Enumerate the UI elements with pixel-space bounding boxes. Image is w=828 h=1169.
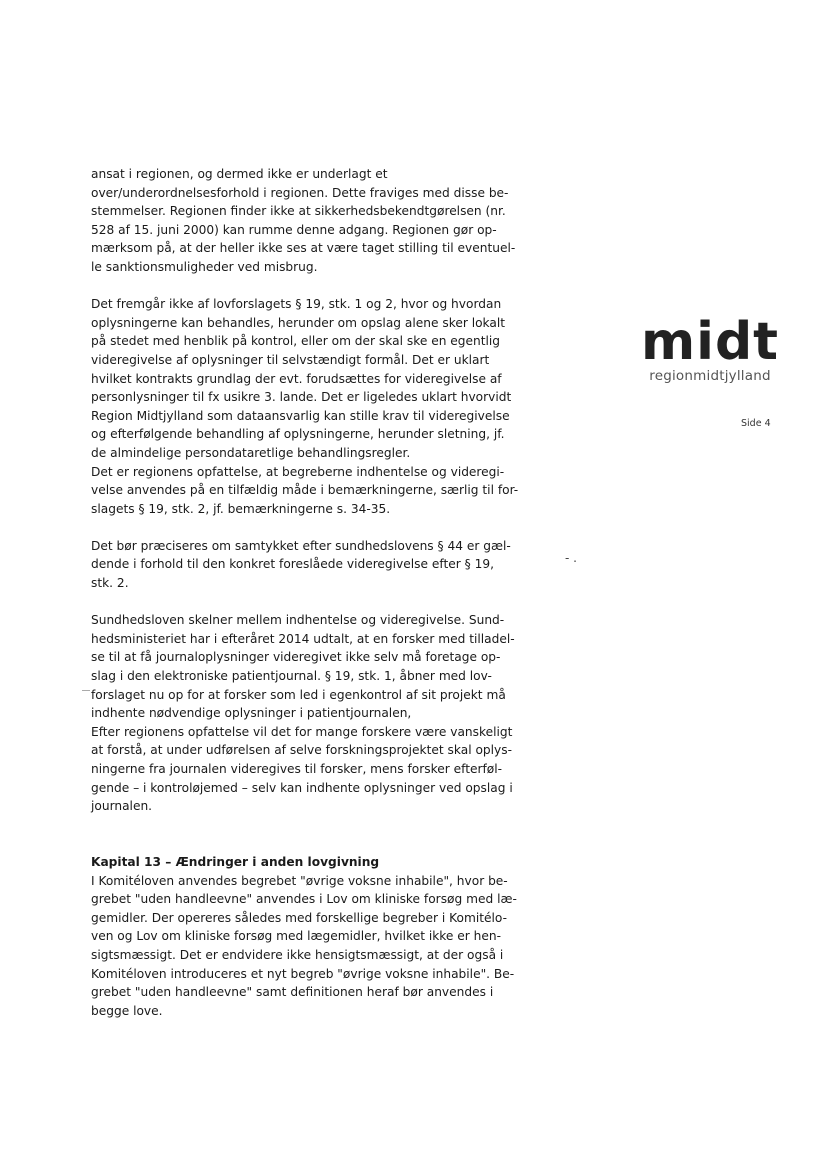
text-line: Region Midtjylland som dataansvarlig kan stille krav til videregivelse [91, 408, 510, 423]
text-line: på stedet med henblik på kontrol, eller om der skal ske en egentlig [91, 334, 501, 349]
text-line: Efter regionens opfattelse vil det for mange forskere være vanskeligt [91, 724, 513, 739]
region-logo [640, 312, 780, 384]
text-line: forslaget nu op for at forsker som led i egenkontrol af sit projekt må [91, 687, 506, 702]
text-line: Komitéloven introduceres et nyt begreb "øvrige voksne inhabile". Be- [91, 966, 515, 981]
paragraph-2 [91, 295, 571, 518]
logo-mark: midt [640, 312, 780, 372]
paragraph-gap [91, 593, 571, 612]
paragraph-gap [91, 518, 571, 537]
text-line: grebet "uden handleevne" anvendes i Lov om kliniske forsøg med læ- [91, 892, 517, 907]
text-line: og efterfølgende behandling af oplysningerne, herunder sletning, jf. [91, 427, 505, 442]
paragraph-1 [91, 165, 571, 277]
text-line: begge love. [91, 1003, 163, 1018]
paragraph-5 [91, 853, 571, 1020]
text-line: Det bør præciseres om samtykket efter sundhedslovens § 44 er gæl- [91, 538, 511, 553]
page-number: Side 4 [741, 418, 771, 429]
paragraph-4 [91, 611, 571, 816]
text-line: 528 af 15. juni 2000) kan rumme denne adgang. Regionen gør op- [91, 222, 497, 237]
logo-subtitle: regionmidtjylland [649, 368, 771, 384]
text-line: velse anvendes på en tilfældig måde i bemærkningerne, særlig til for- [91, 483, 519, 498]
text-line: sigtsmæssigt. Det er endvidere ikke hensigtsmæssigt, at der også i [91, 947, 504, 962]
text-line: oplysningerne kan behandles, herunder om opslag alene sker lokalt [91, 315, 506, 330]
text-line: at forstå, at under udførelsen af selve forskningsprojektet skal oplys- [91, 743, 512, 758]
text-line: stk. 2. [91, 576, 129, 591]
text-line: hvilket kontrakts grundlag der evt. forudsættes for videregivelse af [91, 371, 502, 386]
text-line: de almindelige persondataretlige behandlingsregler. [91, 445, 411, 460]
text-line: ningerne fra journalen videregives til forsker, mens forsker efterføl- [91, 762, 503, 776]
text-line: hedsministeriet har i efteråret 2014 udtalt, at en forsker med tilladel- [91, 631, 515, 646]
text-line: indhente nødvendige oplysninger i patientjournalen, [91, 706, 412, 721]
text-line: le sanktionsmuligheder ved misbrug. [91, 259, 318, 274]
document-body [91, 165, 571, 1020]
text-line: journalen. [91, 799, 153, 814]
scan-artifact [82, 690, 90, 691]
margin-mark: - . [565, 551, 577, 565]
text-line: gende – i kontroløjemed – selv kan indhente oplysninger ved opslag i [91, 780, 513, 795]
text-line: ven og Lov om kliniske forsøg med lægemidler, hvilket ikke er hen- [91, 929, 502, 944]
text-line: videregivelse af oplysninger til selvstændigt formål. Det er uklart [91, 352, 490, 367]
text-line: grebet "uden handleevne" samt definitionen heraf bør anvendes i [91, 985, 494, 1000]
paragraph-gap [91, 834, 571, 853]
text-line: ansat i regionen, og dermed ikke er underlagt et [91, 167, 388, 181]
text-line: over/underordnelsesforhold i regionen. Dette fraviges med disse be- [91, 185, 509, 200]
text-line: se til at få journaloplysninger videregivet ikke selv må foretage op- [91, 650, 501, 665]
paragraph-gap [91, 816, 571, 835]
paragraph-3 [91, 537, 571, 593]
text-line: mærksom på, at der heller ikke ses at være taget stilling til eventuel- [91, 241, 516, 256]
text-line: Det fremgår ikke af lovforslagets § 19, stk. 1 og 2, hvor og hvordan [91, 297, 502, 312]
section-heading: Kapital 13 – Ændringer i anden lovgivning [91, 854, 380, 869]
text-line: Sundhedsloven skelner mellem indhentelse og videregivelse. Sund- [91, 613, 505, 628]
text-line: slagets § 19, stk. 2, jf. bemærkningerne s. 34-35. [91, 501, 391, 516]
text-line: dende i forhold til den konkret foreslåede videregivelse efter § 19, [91, 557, 494, 572]
paragraph-gap [91, 277, 571, 296]
text-line: I Komitéloven anvendes begrebet "øvrige voksne inhabile", hvor be- [91, 873, 508, 888]
text-line: stemmelser. Regionen finder ikke at sikkerhedsbekendtgørelsen (nr. [91, 204, 506, 219]
text-line: gemidler. Der opereres således med forskellige begreber i Komitélo- [91, 910, 507, 925]
text-line: Det er regionens opfattelse, at begreberne indhentelse og videregi- [91, 464, 505, 479]
text-line: personlysninger til fx usikre 3. lande. Det er ligeledes uklart hvorvidt [91, 390, 512, 405]
text-line: slag i den elektroniske patientjournal. § 19, stk. 1, åbner med lov- [91, 669, 492, 684]
